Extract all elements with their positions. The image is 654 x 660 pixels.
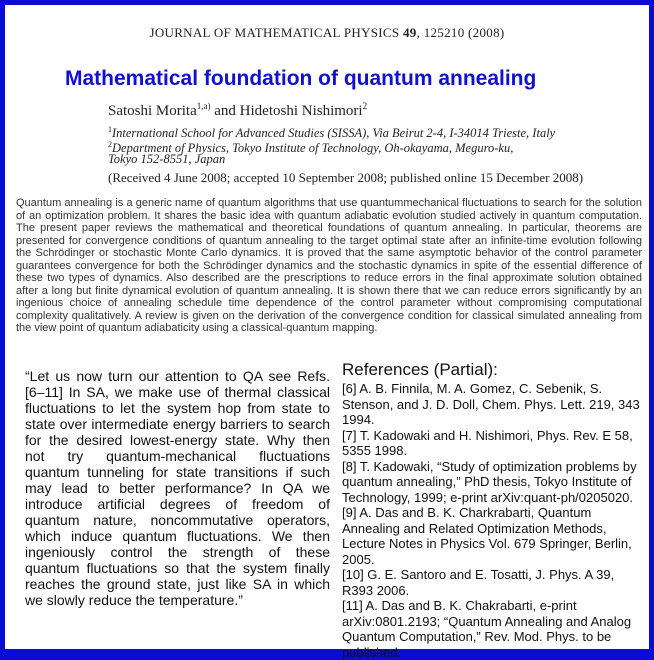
references-section	[342, 360, 642, 660]
journal-header	[5, 25, 649, 41]
author-1-affil-mark: 1,a)	[196, 101, 211, 111]
abstract-text: Quantum annealing is a generic name of quantum algorithms that use quantummechanical fluctuations to search for the solution of an optimization problem. It shares the basic idea with quantum adiabatic evolution studied actively in quantum computation. The present paper reviews the mathematical and theoretical foundations of quantum annealing. In particular, theorems are presented for convergence conditions of quantum annealing to the target optimal state after an infinite-time evolution following the Schrödinger or stochastic Monte Carlo dynamics. It is proved that the same asymptotic behavior of the control parameter guarantees convergence for both the Schrödinger dynamics and the stochastic dynamics in spite of the essential difference of these two types of dynamics. Also described are the prescriptions to reduce errors in the final approximate solution obtained after a long but finite dynamical evolution of quantum annealing. It is shown there that we can reduce errors significantly by an ingenious choice of annealing schedule time dependence of the control parameter without compromising computational complexity qualitatively. A review is given on the derivation of the convergence condition for classical simulated annealing from the view point of quantum adiabaticity using a classical-quantum mapping.	[16, 197, 642, 334]
journal-article-info: , 125210 (2008)	[416, 25, 505, 40]
author-2: Hidetoshi Nishimori	[239, 103, 363, 119]
affiliation-1-text: International School for Advanced Studies (SISSA), Via Beirut 2-4, I-34014 Trieste, Italy	[112, 126, 556, 141]
reference-item: [7] T. Kadowaki and H. Nishimori, Phys. Rev. E 58, 5355 1998.	[342, 427, 633, 458]
journal-volume: 49	[402, 25, 417, 40]
affiliation-1-mark: 1	[108, 125, 112, 134]
references-heading: References (Partial):	[342, 360, 498, 379]
author-2-affil-mark: 2	[362, 101, 368, 111]
affiliation-2-line-1: Department of Physics, Tokyo Institute of Technology, Oh-okayama, Meguro-ku,	[112, 141, 514, 156]
received-dates: (Received 4 June 2008; accepted 10 September 2008; published online 15 December 2008)	[108, 170, 584, 185]
document-page	[5, 5, 649, 660]
reference-item: [10] G. E. Santoro and E. Tosatti, J. Phys. A 39, R393 2006.	[342, 567, 615, 598]
reference-item: [8] T. Kadowaki, “Study of optimization problems by quantum annealing,” PhD thesis, Tokyo Institute of Technology, 1999; e-print arXiv:quant-ph/0205020.	[342, 458, 637, 505]
author-and: and	[210, 103, 240, 119]
author-1: Satoshi Morita	[108, 103, 197, 119]
paper-title: Mathematical foundation of quantum annealing	[65, 67, 537, 90]
quote-text: “Let us now turn our attention to QA see Refs. [6–11] In SA, we make use of thermal classical fluctuations to let the system hop from state to state over intermediate energy barriers to search for the desired lowest-energy state. Why then not try quantum-mechanical fluctuations quantum tunneling for state transitions if such may lead to better performance? In QA we introduce artificial degrees of freedom of quantum nature, noncommutative operators, which induce quantum fluctuations. We then ingeniously control the strength of these quantum fluctuations so that the system finally reaches the ground state, just like SA in which we slowly reduce the temperature.”	[25, 368, 330, 608]
author-line	[108, 101, 367, 120]
affiliation-2-mark: 2	[108, 140, 112, 149]
reference-item: [11] A. Das and B. K. Chakrabarti, e-print arXiv:0801.2193; “Quantum Annealing and Analog Quantum Computation,” Rev. Mod. Phys. to be published.	[342, 598, 632, 660]
journal-name: JOURNAL OF MATHEMATICAL PHYSICS	[149, 25, 400, 40]
reference-item: [9] A. Das and B. K. Charkrabarti, Quantum Annealing and Related Optimization Methods, Lecture Notes in Physics Vol. 679 Springer, Berlin, 2005.	[342, 505, 632, 567]
reference-item: [6] A. B. Finnila, M. A. Gomez, C. Sebenik, S. Stenson, and J. D. Doll, Chem. Phys. Lett. 219, 343 1994.	[342, 381, 640, 427]
affiliation-2-line-2: Tokyo 152-8551, Japan	[108, 152, 226, 166]
affiliation-2-cont	[108, 152, 225, 167]
